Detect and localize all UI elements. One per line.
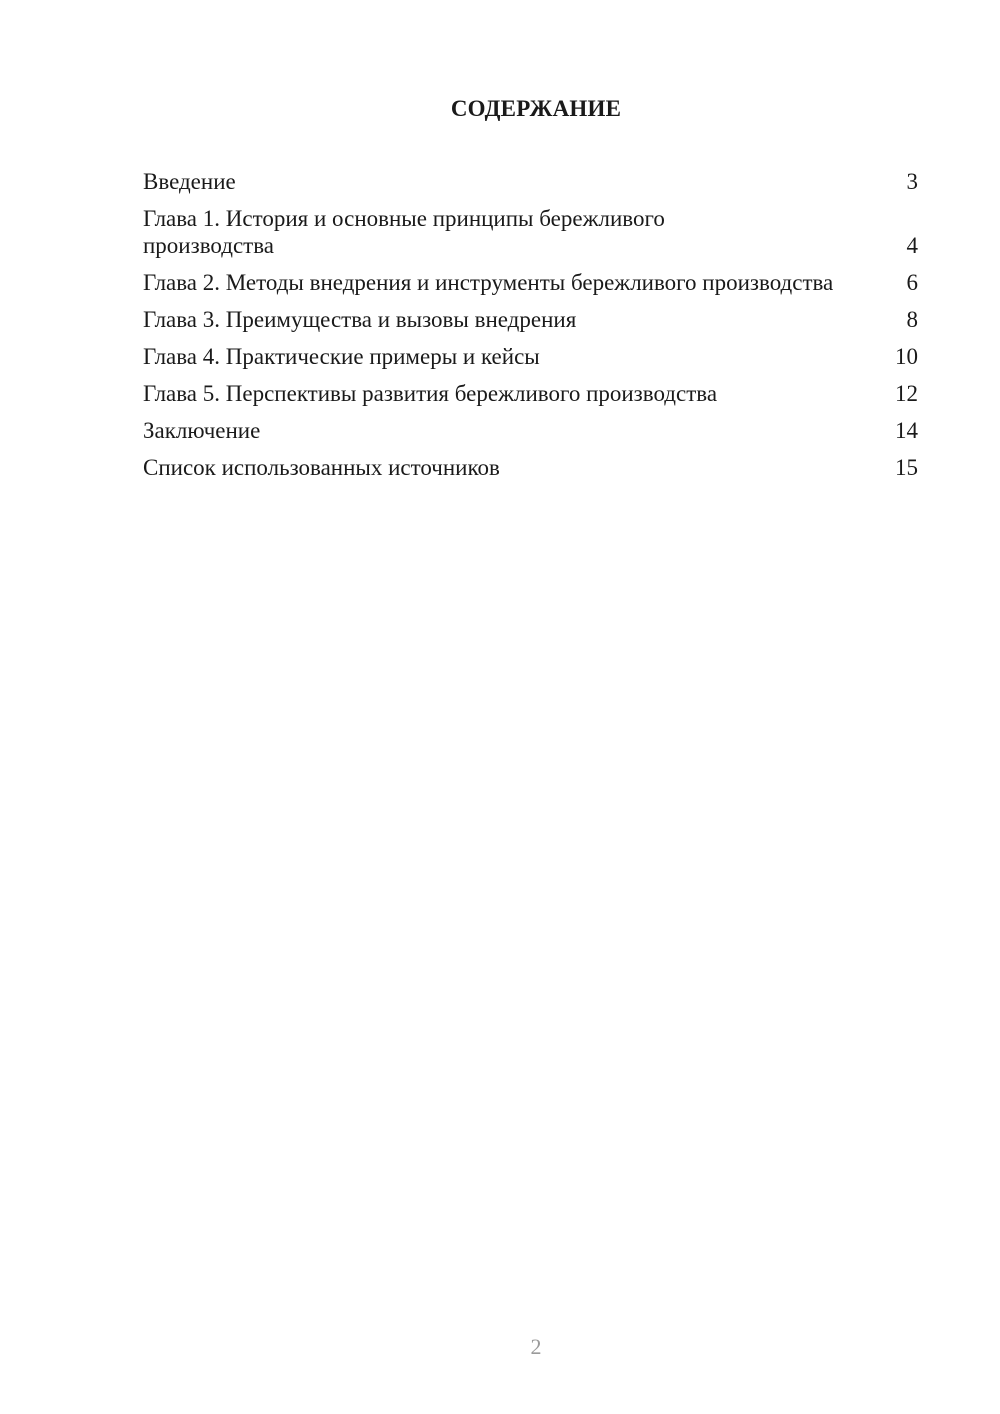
toc-entry-page: 3 xyxy=(906,169,918,194)
toc-entry[interactable] xyxy=(143,306,918,333)
toc-entry[interactable] xyxy=(143,269,918,296)
toc-entry-title: Глава 4. Практические примеры и кейсы xyxy=(143,344,540,369)
toc-entry-page: 15 xyxy=(895,455,918,480)
page-title: СОДЕРЖАНИЕ xyxy=(450,96,622,121)
toc-entry-title: Глава 5. Перспективы развития бережливого производства xyxy=(143,381,718,406)
page-number: 2 xyxy=(530,1334,542,1359)
toc-entry-title: Заключение xyxy=(143,418,261,443)
toc-entry-page: 14 xyxy=(895,418,918,443)
toc-entry-title: Глава 2. Методы внедрения и инструменты бережливого производства xyxy=(143,270,834,295)
toc-entry-title: Глава 3. Преимущества и вызовы внедрения xyxy=(143,307,577,332)
toc-entry-page: 12 xyxy=(895,381,918,406)
toc-entry[interactable] xyxy=(143,168,918,195)
toc-entry-page: 10 xyxy=(895,344,918,369)
toc-entry-title: Введение xyxy=(143,169,236,194)
toc-entry[interactable] xyxy=(143,205,918,259)
toc-entry[interactable] xyxy=(143,343,918,370)
toc-entry-page: 8 xyxy=(906,307,918,332)
table-of-contents xyxy=(143,168,918,491)
toc-entry[interactable] xyxy=(143,454,918,481)
toc-entry[interactable] xyxy=(143,380,918,407)
toc-entry[interactable] xyxy=(143,417,918,444)
toc-entry-title: Глава 1. История и основные принципы бережливого производства xyxy=(143,206,665,258)
toc-entry-page: 6 xyxy=(906,270,918,295)
toc-entry-page: 4 xyxy=(906,233,918,258)
toc-entry-title: Список использованных источников xyxy=(143,455,500,480)
